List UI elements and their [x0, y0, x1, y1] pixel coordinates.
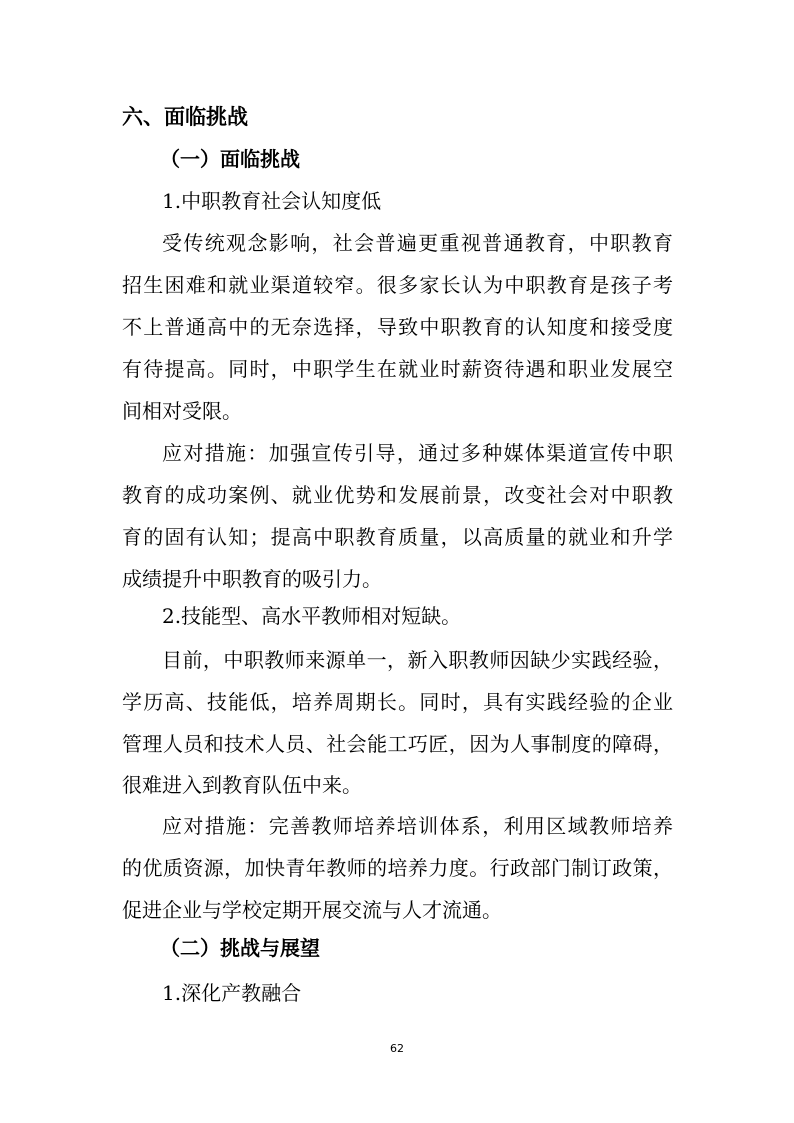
item-title-teachers: 2.技能型、高水平教师相对短缺。: [162, 604, 462, 628]
paragraph-line: 招生困难和就业渠道较窄。很多家长认为中职教育是孩子考: [122, 273, 673, 297]
paragraph-line: 的优质资源，加快青年教师的培养力度。行政部门制订政策，: [122, 856, 673, 880]
paragraph-line: 管理人员和技术人员、社会能工巧匠，因为人事制度的障碍，: [122, 732, 673, 756]
paragraph-line: 促进企业与学校定期开展交流与人才流通。: [122, 898, 502, 922]
item-title-integration: 1.深化产教融合: [162, 981, 302, 1005]
paragraph-line: 教育的成功案例、就业优势和发展前景，改变社会对中职教: [122, 483, 673, 507]
paragraph-line: 育的固有认知；提高中职教育质量，以高质量的就业和升学: [122, 525, 673, 549]
paragraph-line: 受传统观念影响，社会普遍更重视普通教育，中职教育: [162, 231, 673, 255]
paragraph-line: 有待提高。同时，中职学生在就业时薪资待遇和职业发展空: [122, 357, 673, 381]
paragraph-line: 不上普通高中的无奈选择，导致中职教育的认知度和接受度: [122, 315, 673, 339]
subsection-heading-outlook: （二）挑战与展望: [160, 936, 320, 960]
paragraph-line: 很难进入到教育队伍中来。: [122, 773, 362, 797]
paragraph-line: 学历高、技能低，培养周期长。同时，具有实践经验的企业: [122, 690, 673, 714]
page-number: 62: [390, 1042, 404, 1055]
item-title-awareness: 1.中职教育社会认知度低: [162, 189, 382, 213]
section-heading: 六、面临挑战: [122, 105, 248, 129]
paragraph-line: 目前，中职教师来源单一，新入职教师因缺少实践经验，: [162, 648, 673, 672]
paragraph-line: 成绩提升中职教育的吸引力。: [122, 567, 382, 591]
paragraph-line: 应对措施：完善教师培养培训体系，利用区域教师培养: [162, 814, 673, 838]
paragraph-line: 间相对受限。: [122, 399, 242, 423]
paragraph-line: 应对措施：加强宣传引导，通过多种媒体渠道宣传中职: [162, 441, 673, 465]
subsection-heading-challenges: （一）面临挑战: [160, 147, 300, 171]
